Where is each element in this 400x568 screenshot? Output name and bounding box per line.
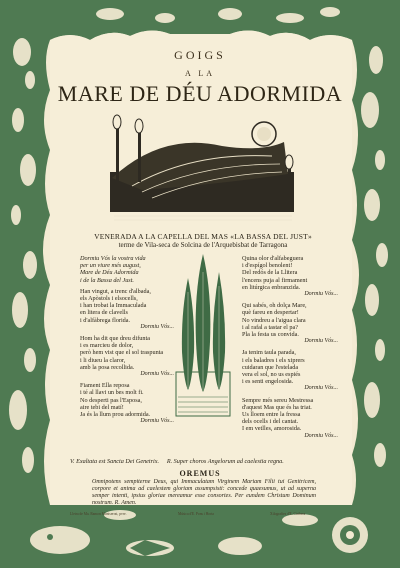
refrain-tail: Dormiu Vós...	[304, 291, 338, 298]
refrain-stanza	[80, 255, 174, 284]
verse-line: els Apòstols i elsocells,	[80, 295, 138, 303]
response: R. Super choros Angelorum ad caelestia regna.	[166, 458, 284, 465]
page-title: MARE DE DÉU ADORMIDA	[57, 81, 343, 106]
verse-line: en litera de clavells	[80, 309, 128, 317]
verse-line: què fareu en despertar!	[242, 309, 299, 317]
verse-line: No desperti pas l'Esposa,	[80, 396, 142, 404]
verse-line: i d'espígol benolent!	[242, 262, 293, 270]
verse-line: cuidaran que l'estelada	[242, 363, 299, 371]
verse-line: I em vetlles, amorosida.	[242, 425, 302, 433]
dormition-woodcut	[102, 112, 302, 226]
verse-line: aire tebi del matí!	[80, 403, 124, 411]
verse-line: Us lloem entre la fressa	[242, 411, 301, 419]
verse-line: per un viure més august,	[80, 262, 141, 270]
refrain-tail: Dormiu Vós...	[304, 432, 338, 439]
stanza	[242, 302, 338, 345]
oremus-heading: OREMUS	[179, 469, 221, 478]
verse-line: dels ocells i del cantat.	[242, 418, 299, 426]
stanza	[80, 382, 174, 425]
stanza	[242, 255, 338, 298]
versicle-line	[70, 458, 350, 465]
verse-line: amb la posa recollida.	[80, 363, 135, 371]
chapel-line: VENERADA A LA CAPELLA DEL MAS «LA BASSA DEL JUST»	[94, 232, 312, 241]
refrain-tail: Dormiu Vós...	[304, 385, 338, 392]
verse-line: Mare de Déu Adormida	[80, 269, 139, 277]
stanza	[80, 288, 174, 331]
title-goigs: GOIGS	[174, 48, 226, 62]
versicle: V. Exaltata est Sancta Dei Genetrix.	[70, 458, 160, 465]
verse-line: i té al llavi un bes molt fi.	[80, 389, 144, 397]
refrain-tail: Dormiu Vós...	[140, 323, 174, 330]
right-verse-column	[242, 255, 338, 444]
verse-line: i es senti engelosida.	[242, 378, 294, 386]
verse-line: l'encens puja al firmament	[242, 276, 308, 284]
verse-line: i han trobat la Immaculada	[80, 302, 147, 310]
imprint-music: Música d'E. Pons i Horta	[178, 512, 214, 516]
verse-line: Quina olor d'alfabeguera	[242, 255, 304, 262]
stanza	[80, 335, 174, 378]
verse-line: i li diueu la claror,	[80, 356, 126, 364]
terme-line: terme de Vila-seca de Solcina de l'Arquebisbat de Tarragona	[118, 241, 288, 249]
verse-line: Qui sabés, oh dolça Mare,	[242, 302, 307, 310]
oremus-prayer: Omnipotens sempiterne Deus, qui Immaculatam Virginem Mariam Filii tui Genitricem, corpore et anima ad caelestem gloriam assumpsisti: concede quaesumus, ut ad superna semper intenti, ipsius gloriae mereamur esse consortes. Per eundem Christum Dominum nostrum. R. Amen.	[92, 479, 316, 506]
verse-line: però hem vist que el sol traspunta	[80, 349, 164, 357]
imprint-lyrics: Lletra de Ma. Ramon Montserrat, pvre.	[70, 512, 127, 516]
stanza	[242, 397, 338, 440]
cypress-woodcut	[172, 252, 234, 420]
verse-line: Sempre més sereu Mestressa	[242, 396, 314, 404]
verse-line: en litúrgica enbranzida.	[242, 283, 301, 291]
verse-line: i els baladres i els xiprers	[242, 356, 305, 364]
verse-line: Dormiu Vós la vostra vida	[80, 255, 146, 262]
refrain-tail: Dormiu Vós...	[304, 338, 338, 345]
left-verse-column	[80, 255, 174, 429]
verse-line: Del redós de la Llitera	[242, 269, 298, 277]
refrain-tail: Dormiu Vós...	[140, 418, 174, 425]
verse-line: Hom ha dit que dreu difunta	[80, 335, 150, 343]
verse-line: Ja és la llum prou adormida.	[80, 411, 151, 419]
verse-line: i d'alfàbrega florida.	[80, 316, 131, 324]
title-a-la: A LA	[185, 69, 215, 78]
verse-line: d'aquest Mas que és ha triat.	[242, 403, 312, 411]
verse-line: i de la Bassa del Just.	[80, 276, 134, 284]
refrain-tail: Dormiu Vós...	[140, 371, 174, 378]
verse-line: Pla la festa us convida.	[242, 331, 299, 339]
verse-line: Han vingut, a trenc d'albada,	[80, 287, 151, 295]
verse-line: i al rafal a tastar el pa?	[242, 323, 298, 331]
imprint-woodcuts: Xilografies d'E. Ciribera	[270, 512, 306, 516]
verse-line: Fiament Ella reposa	[80, 382, 130, 390]
verse-line: vera el sol, no us espiés	[242, 371, 301, 379]
verse-line: i es marcieu de dolor,	[80, 342, 134, 350]
stanza	[242, 349, 338, 392]
verse-line: Ja tenim taula parada,	[242, 349, 296, 357]
verse-line: No vindreu a l'aigua clara	[242, 316, 306, 324]
